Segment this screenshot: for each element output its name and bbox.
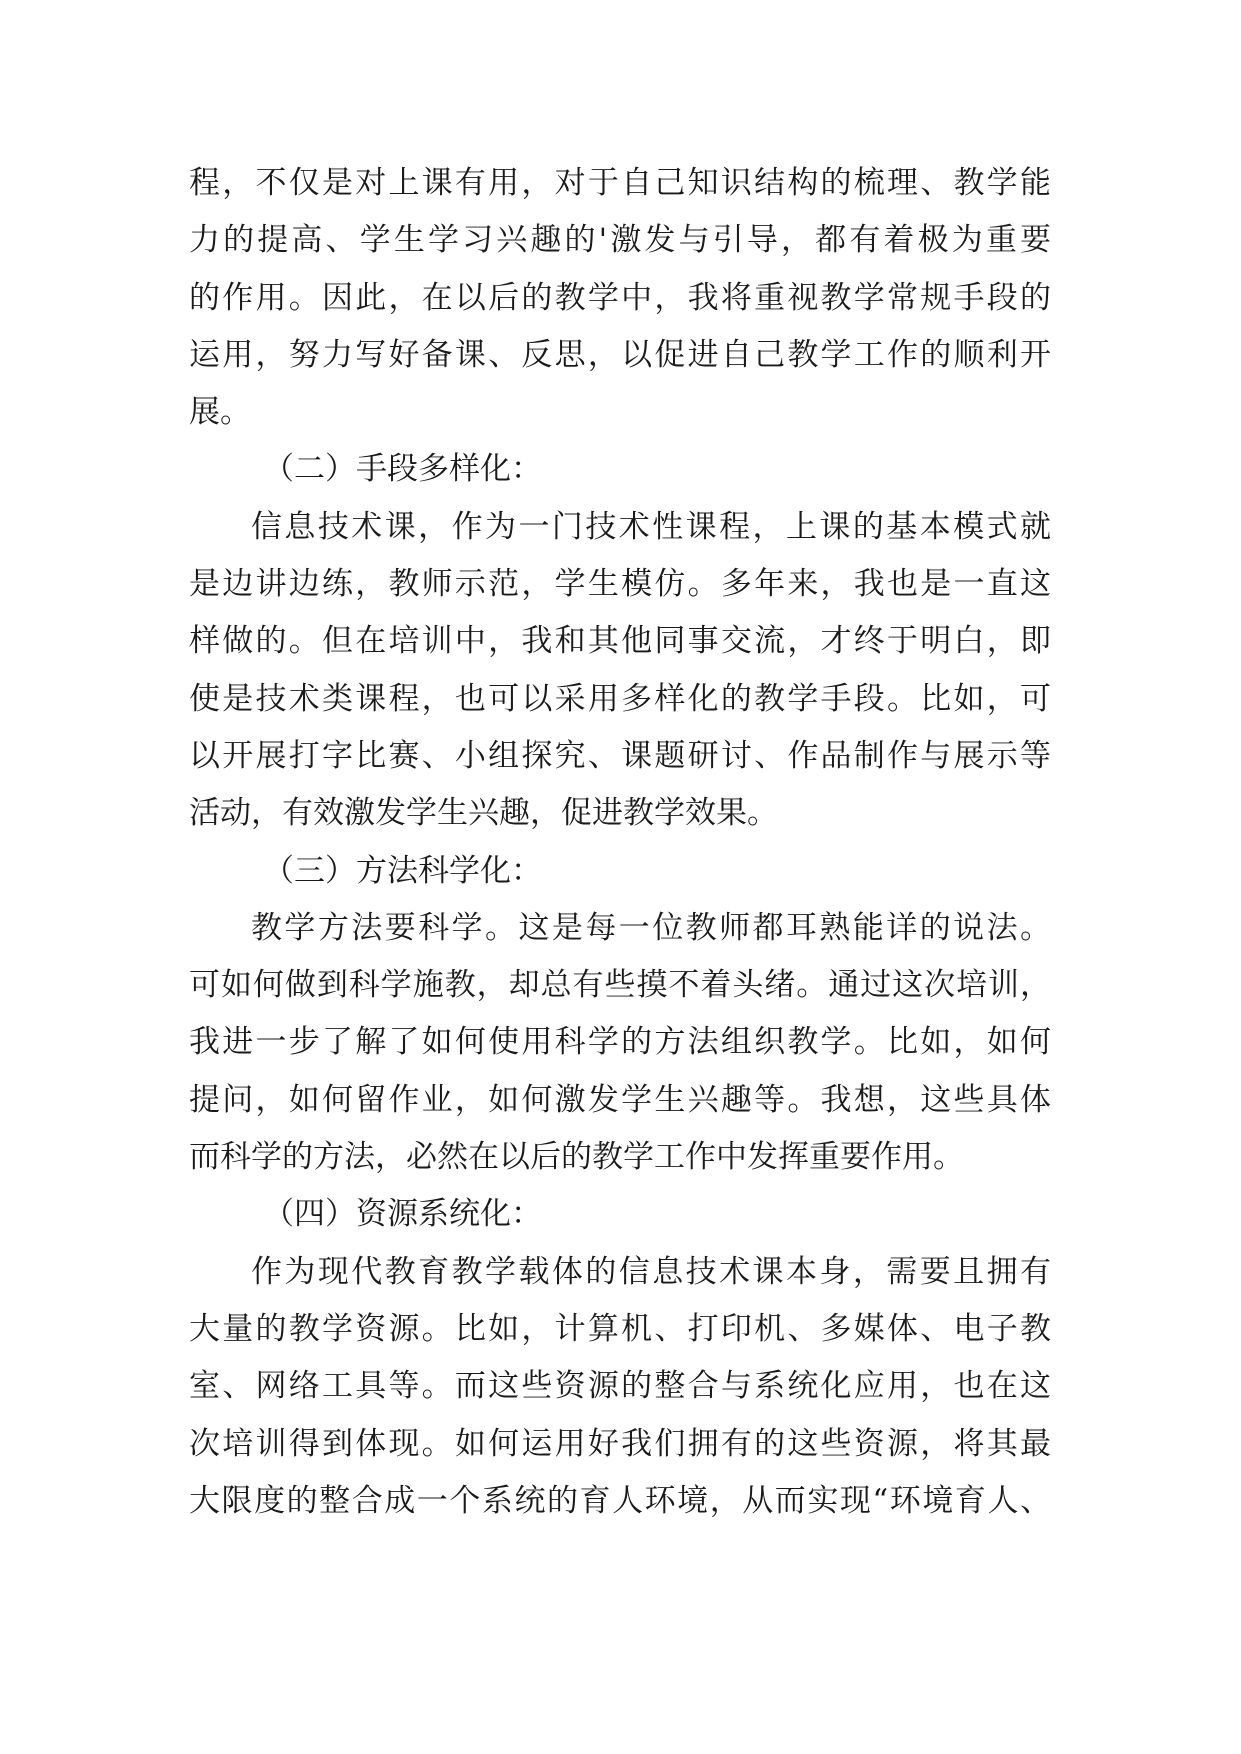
text-line: 大量的教学资源。比如，计算机、打印机、多媒体、电子教: [189, 1310, 1051, 1347]
text-line: 使是技术类课程，也可以采用多样化的教学手段。比如，可: [189, 680, 1051, 717]
text-line: 展。: [189, 394, 251, 431]
text-line: 而科学的方法，必然在以后的教学工作中发挥重要作用。: [189, 1139, 964, 1176]
paragraph-first-line: 作为现代教育教学载体的信息技术课本身，需要且拥有: [251, 1253, 1051, 1290]
section-heading: （四）资源系统化：: [263, 1196, 542, 1233]
body-text: [189, 155, 1051, 1530]
text-line: 程，不仅是对上课有用，对于自己知识结构的梳理、教学能: [189, 165, 1051, 201]
paragraph-first-line: 信息技术课，作为一门技术性课程，上课的基本模式就: [251, 508, 1051, 545]
text-line: 样做的。但在培训中，我和其他同事交流，才终于明白，即: [189, 623, 1051, 660]
text-line: 的作用。因此，在以后的教学中，我将重视教学常规手段的: [189, 279, 1051, 316]
text-line: 提问，如何留作业，如何激发学生兴趣等。我想，这些具体: [189, 1081, 1051, 1118]
text-line: 运用，努力写好备课、反思，以促进自己教学工作的顺利开: [189, 336, 1051, 373]
text-line: 活动，有效激发学生兴趣，促进教学效果。: [189, 795, 778, 832]
text-line: 室、网络工具等。而这些资源的整合与系统化应用，也在这: [189, 1368, 1051, 1405]
text-line: 力的提高、学生学习兴趣的'激发与引导，都有着极为重要: [189, 222, 1051, 259]
text-line: 我进一步了解了如何使用科学的方法组织教学。比如，如何: [189, 1024, 1051, 1061]
text-line: 可如何做到科学施教，却总有些摸不着头绪。通过这次培训，: [189, 967, 1051, 1004]
text-line: 以开展打字比赛、小组探究、课题研讨、作品制作与展示等: [189, 737, 1051, 774]
text-line: 是边讲边练，教师示范，学生模仿。多年来，我也是一直这: [189, 566, 1051, 603]
section-heading: （三）方法科学化：: [263, 852, 542, 889]
text-line: 大限度的整合成一个系统的育人环境，从而实现“环境育人、: [189, 1482, 1051, 1519]
section-heading: （二）手段多样化：: [263, 451, 542, 488]
text-line: 次培训得到体现。如何运用好我们拥有的这些资源，将其最: [189, 1425, 1051, 1462]
paragraph-first-line: 教学方法要科学。这是每一位教师都耳熟能详的说法。: [251, 909, 1051, 946]
